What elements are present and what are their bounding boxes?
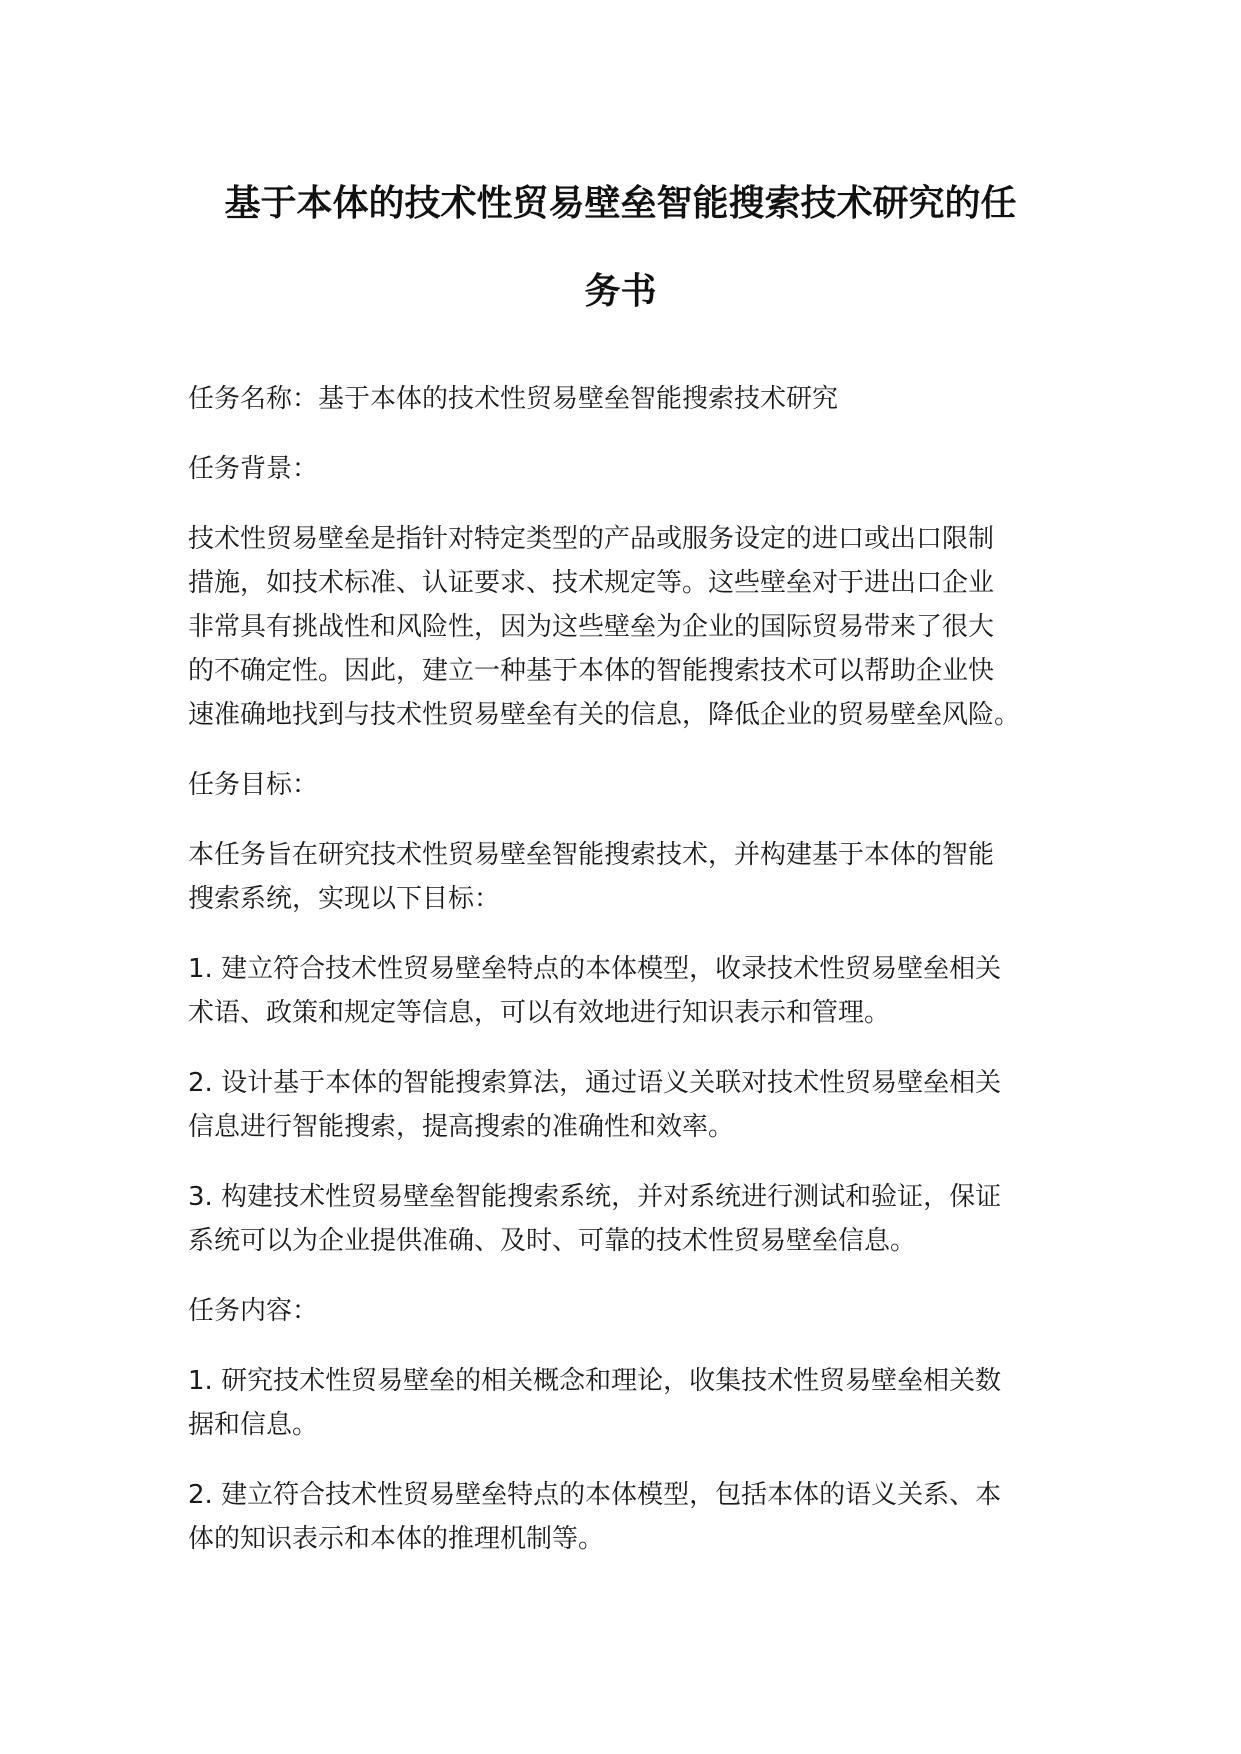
- content-heading: [188, 1289, 1058, 1333]
- text-line: 3. 构建技术性贸易壁垒智能搜索系统，并对系统进行测试和验证，保证: [188, 1182, 1002, 1212]
- background-heading: [188, 447, 1058, 491]
- content-item-1: [188, 1359, 1058, 1447]
- text-line: 任务背景：: [188, 454, 319, 484]
- document-body: [188, 377, 1058, 1587]
- text-line: 本任务旨在研究技术性贸易壁垒智能搜索技术，并构建基于本体的智能: [188, 840, 995, 870]
- text-line: 的不确定性。因此，建立一种基于本体的智能搜索技术可以帮助企业快: [188, 656, 995, 686]
- text-line: 任务目标：: [188, 770, 319, 800]
- title-line-1: 基于本体的技术性贸易壁垒智能搜索技术研究的任: [224, 183, 1017, 224]
- text-line: 任务名称：基于本体的技术性贸易壁垒智能搜索技术研究: [188, 384, 839, 414]
- goal-item-2: [188, 1061, 1058, 1149]
- text-line: 搜索系统，实现以下目标：: [188, 884, 501, 914]
- goal-item-3: [188, 1175, 1058, 1263]
- text-line: 技术性贸易壁垒是指针对特定类型的产品或服务设定的进口或出口限制: [188, 524, 995, 554]
- text-line: 系统可以为企业提供准确、及时、可靠的技术性贸易壁垒信息。: [188, 1226, 917, 1256]
- text-line: 术语、政策和规定等信息，可以有效地进行知识表示和管理。: [188, 998, 891, 1028]
- text-line: 2. 设计基于本体的智能搜索算法，通过语义关联对技术性贸易壁垒相关: [188, 1068, 1002, 1098]
- task-name-paragraph: [188, 377, 1058, 421]
- text-line: 2. 建立符合技术性贸易壁垒特点的本体模型，包括本体的语义关系、本: [188, 1480, 1002, 1510]
- goals-heading: [188, 763, 1058, 807]
- text-line: 任务内容：: [188, 1296, 319, 1326]
- text-line: 1. 研究技术性贸易壁垒的相关概念和理论，收集技术性贸易壁垒相关数: [188, 1366, 1002, 1396]
- text-line: 体的知识表示和本体的推理机制等。: [188, 1524, 605, 1554]
- text-line: 信息进行智能搜索，提高搜索的准确性和效率。: [188, 1112, 735, 1142]
- goals-intro-paragraph: [188, 833, 1058, 921]
- text-line: 据和信息。: [188, 1410, 319, 1440]
- text-line: 1. 建立符合技术性贸易壁垒特点的本体模型，收录技术性贸易壁垒相关: [188, 954, 1002, 984]
- background-paragraph: [188, 517, 1058, 737]
- text-line: 措施，如技术标准、认证要求、技术规定等。这些壁垒对于进出口企业: [188, 568, 995, 598]
- text-line: 速准确地找到与技术性贸易壁垒有关的信息，降低企业的贸易壁垒风险。: [188, 700, 1021, 730]
- text-line: 非常具有挑战性和风险性，因为这些壁垒为企业的国际贸易带来了很大: [188, 612, 995, 642]
- title-line-2: 务书: [584, 271, 657, 312]
- content-item-2: [188, 1473, 1058, 1561]
- goal-item-1: [188, 947, 1058, 1035]
- document-title: [150, 160, 1091, 336]
